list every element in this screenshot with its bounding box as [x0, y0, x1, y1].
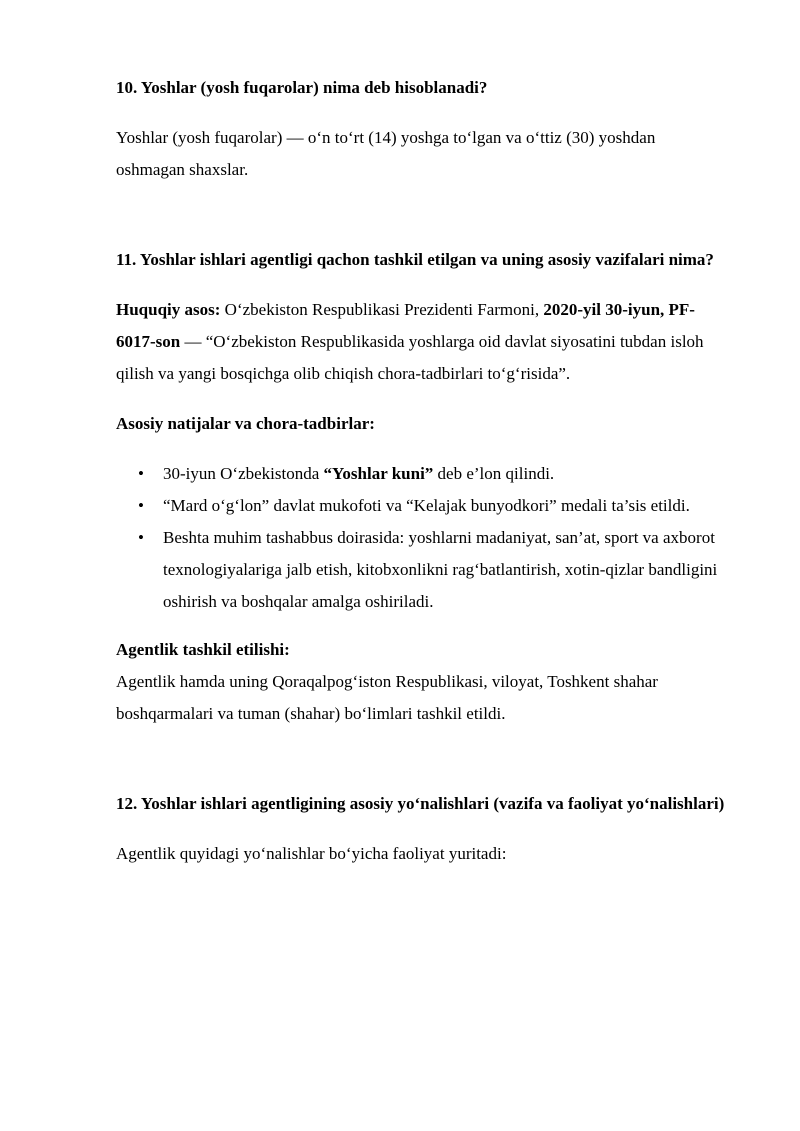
question-10-heading: 10. Yoshlar (yosh fuqarolar) nima deb hisoblanadi?: [116, 78, 488, 97]
question-12-heading: 12. Yoshlar ishlari agentligining asosiy yo‘nalishlari (vazifa va faoliyat yo‘nalishlari): [116, 794, 725, 813]
legal-basis-text: O‘zbekiston Respublikasi Prezidenti Farmoni,: [220, 300, 544, 319]
legal-basis-label: Huquqiy asos:: [116, 300, 221, 319]
document-page: [116, 72, 726, 870]
bullet-icon: •: [138, 528, 144, 547]
results-heading: Asosiy natijalar va chora-tadbirlar:: [116, 414, 375, 433]
question-11-heading: 11. Yoshlar ishlari agentligi qachon tashkil etilgan va uning asosiy vazifalari nima?: [116, 250, 714, 269]
organization-heading: Agentlik tashkil etilishi:: [116, 640, 290, 659]
decree-title: — “O‘zbekiston Respublikasida yoshlarga oid davlat siyosatini tubdan isloh qilish va yangi bosqichga olib chiqish chora-tadbirlari to‘g‘risida”.: [116, 332, 704, 383]
question-12-intro: Agentlik quyidagi yo‘nalishlar bo‘yicha faoliyat yuritadi:: [116, 844, 507, 863]
question-10-answer: Yoshlar (yosh fuqarolar) — o‘n to‘rt (14) yoshga to‘lgan va o‘ttiz (30) yoshdan oshmagan shaxslar.: [116, 128, 656, 179]
results-list: [116, 458, 726, 618]
bullet-icon: •: [138, 464, 144, 483]
decree-date: 2020-yil 30-iyun, PF-6017-son: [116, 300, 695, 351]
organization-text: Agentlik hamda uning Qoraqalpog‘iston Respublikasi, viloyat, Toshkent shahar boshqarmalari va tuman (shahar) bo‘limlari tashkil etildi.: [116, 672, 658, 723]
list-item: • 30-iyun O‘zbekistonda “Yoshlar kuni” deb e’lon qilindi.: [116, 458, 726, 490]
bullet-icon: •: [138, 496, 144, 515]
list-item: • Beshta muhim tashabbus doirasida: yoshlarni madaniyat, san’at, sport va axborot texnologiyalariga jalb etish, kitobxonlikni rag‘batlantirish, xotin-qizlar bandligini oshirish va boshqalar amalga oshiriladi.: [116, 522, 726, 618]
legal-basis-paragraph: [116, 294, 726, 390]
list-item: • “Mard o‘g‘lon” davlat mukofoti va “Kelajak bunyodkori” medali ta’sis etildi.: [116, 490, 726, 522]
